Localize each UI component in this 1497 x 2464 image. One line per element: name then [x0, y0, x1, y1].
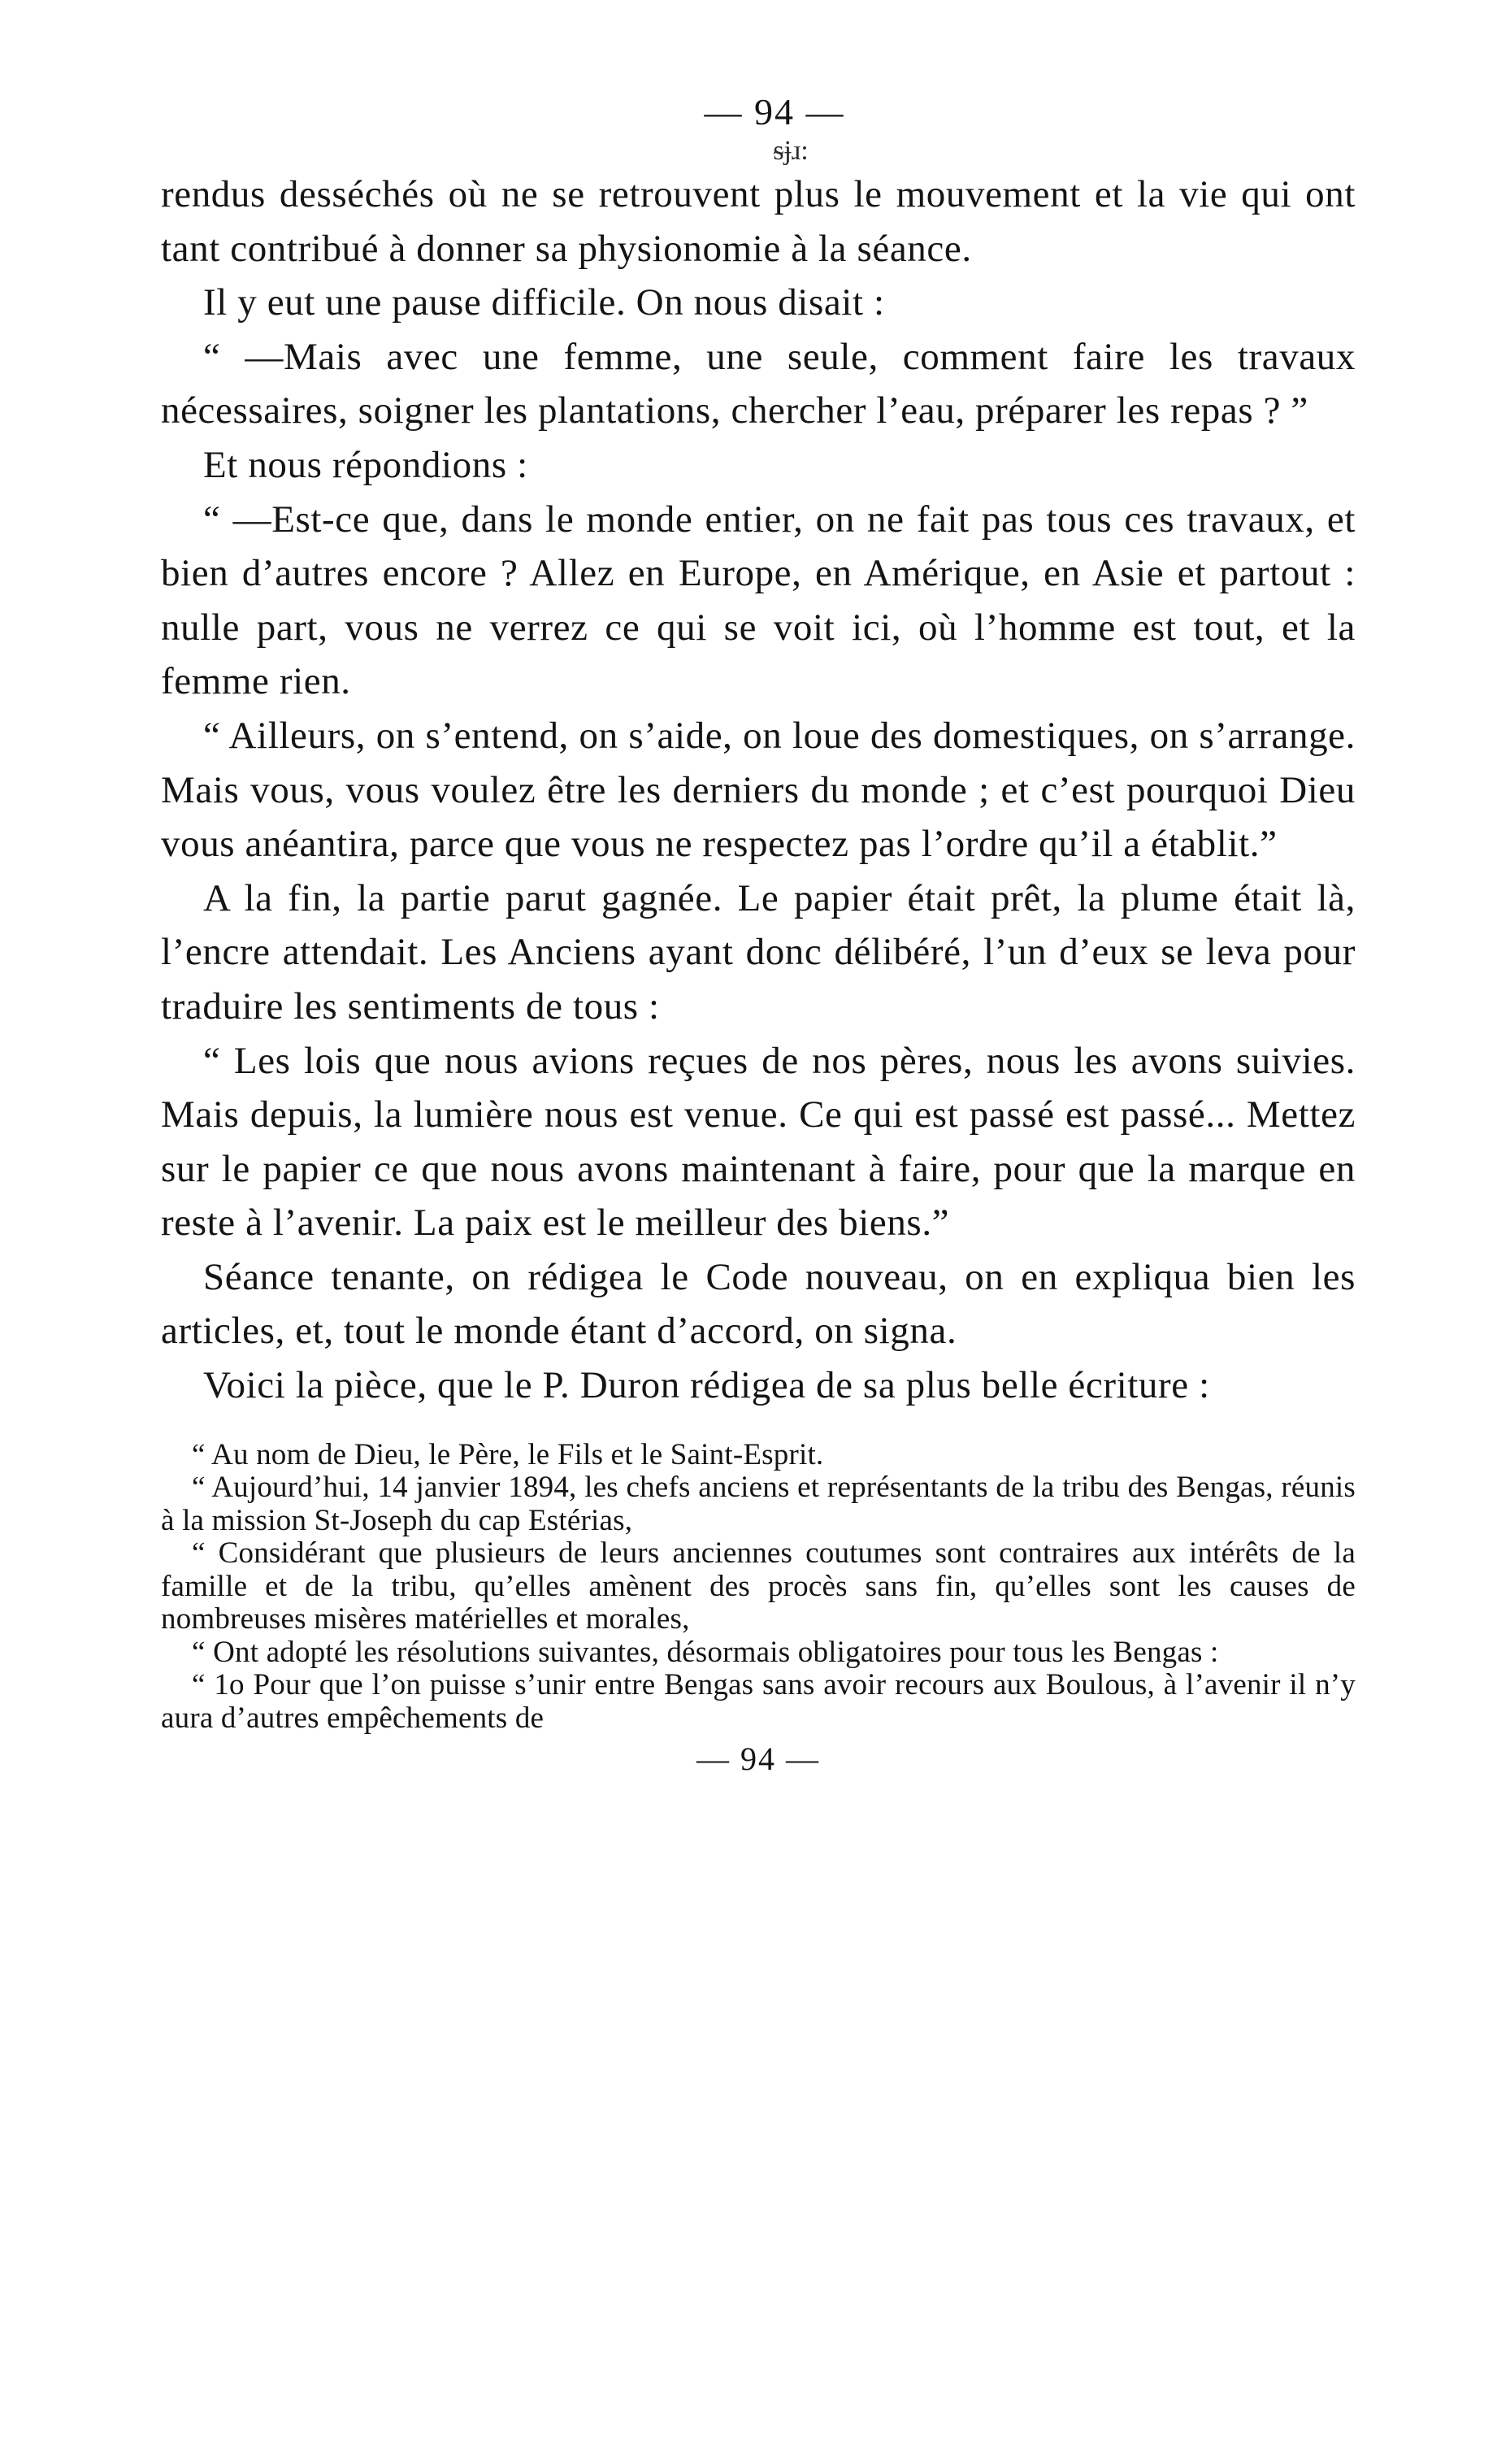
book-page — [161, 89, 1356, 1780]
paragraph: Voici la pièce, que le P. Duron rédigea de sa plus belle écriture : — [203, 1364, 1210, 1407]
stamp-mark: ᵴɉɹ: — [773, 136, 809, 166]
paragraph: “ Les lois que nous avions reçues de nos pères, nous les avons suivies. Mais depuis, la lumière nous est venue. Ce qui est passé est passé... Mettez sur le papier ce que nous avons maintenant à faire, pour que la marque en reste à l’avenir. La paix est le meilleur des biens.” — [161, 1039, 1356, 1245]
page-number-bottom: — 94 — — [696, 1740, 820, 1778]
quote-paragraph: “ Au nom de Dieu, le Père, le Fils et le Saint-Esprit. — [192, 1437, 824, 1471]
quote-paragraph: “ Aujourd’hui, 14 janvier 1894, les chefs anciens et représentants de la tribu des Bengas, réunis à la mission St-Joseph du cap Estérias, — [161, 1471, 1356, 1537]
paragraph: “ —Mais avec une femme, une seule, comment faire les travaux nécessaires, soigner les plantations, chercher l’eau, préparer les repas ? ” — [161, 335, 1356, 432]
code-document-quote — [161, 1439, 1356, 1736]
page-number-top: — 94 — — [704, 91, 845, 133]
main-text — [161, 167, 1356, 1413]
quote-paragraph: “ Considérant que plusieurs de leurs anciennes coutumes sont contraires aux intérêts de la famille et de la tribu, qu’elles amènent des procès sans fin, qu’elles sont les causes de nombreuses misères matérielles et morales, — [161, 1536, 1356, 1636]
paragraph: Et nous répondions : — [203, 443, 528, 486]
paragraph: “ —Est-ce que, dans le monde entier, on ne fait pas tous ces travaux, et bien d’autres encore ? Allez en Europe, en Amérique, en Asie et partout : nulle part, vous ne verrez ce qui se voit ici, où l’homme est tout, et la femme rien. — [161, 498, 1356, 703]
quote-paragraph: “ Ont adopté les résolutions suivantes, désormais obligatoires pour tous les Bengas : — [192, 1635, 1219, 1669]
paragraph: A la fin, la partie parut gagnée. Le papier était prêt, la plume était là, l’encre attendait. Les Anciens ayant donc délibéré, l’un d’eux se leva pour traduire les sentiments de tous : — [161, 876, 1356, 1028]
paragraph: rendus desséchés où ne se retrouvent plus le mouvement et la vie qui ont tant contribué à donner sa physionomie à la séance. — [161, 173, 1356, 270]
paragraph: Il y eut une pause difficile. On nous disait : — [203, 281, 885, 324]
paragraph: Séance tenante, on rédigea le Code nouveau, on en expliqua bien les articles, et, tout le monde étant d’accord, on signa. — [161, 1255, 1356, 1353]
paragraph: “ Ailleurs, on s’entend, on s’aide, on loue des domestiques, on s’arrange. Mais vous, vous voulez être les derniers du monde ; et c’est pourquoi Dieu vous anéantira, parce que vous ne respectez pas l’ordre qu’il a établit.” — [161, 714, 1356, 866]
quote-paragraph: “ 1o Pour que l’on puisse s’unir entre Bengas sans avoir recours aux Boulous, à l’avenir il n’y aura d’autres empêchements de — [161, 1668, 1356, 1735]
